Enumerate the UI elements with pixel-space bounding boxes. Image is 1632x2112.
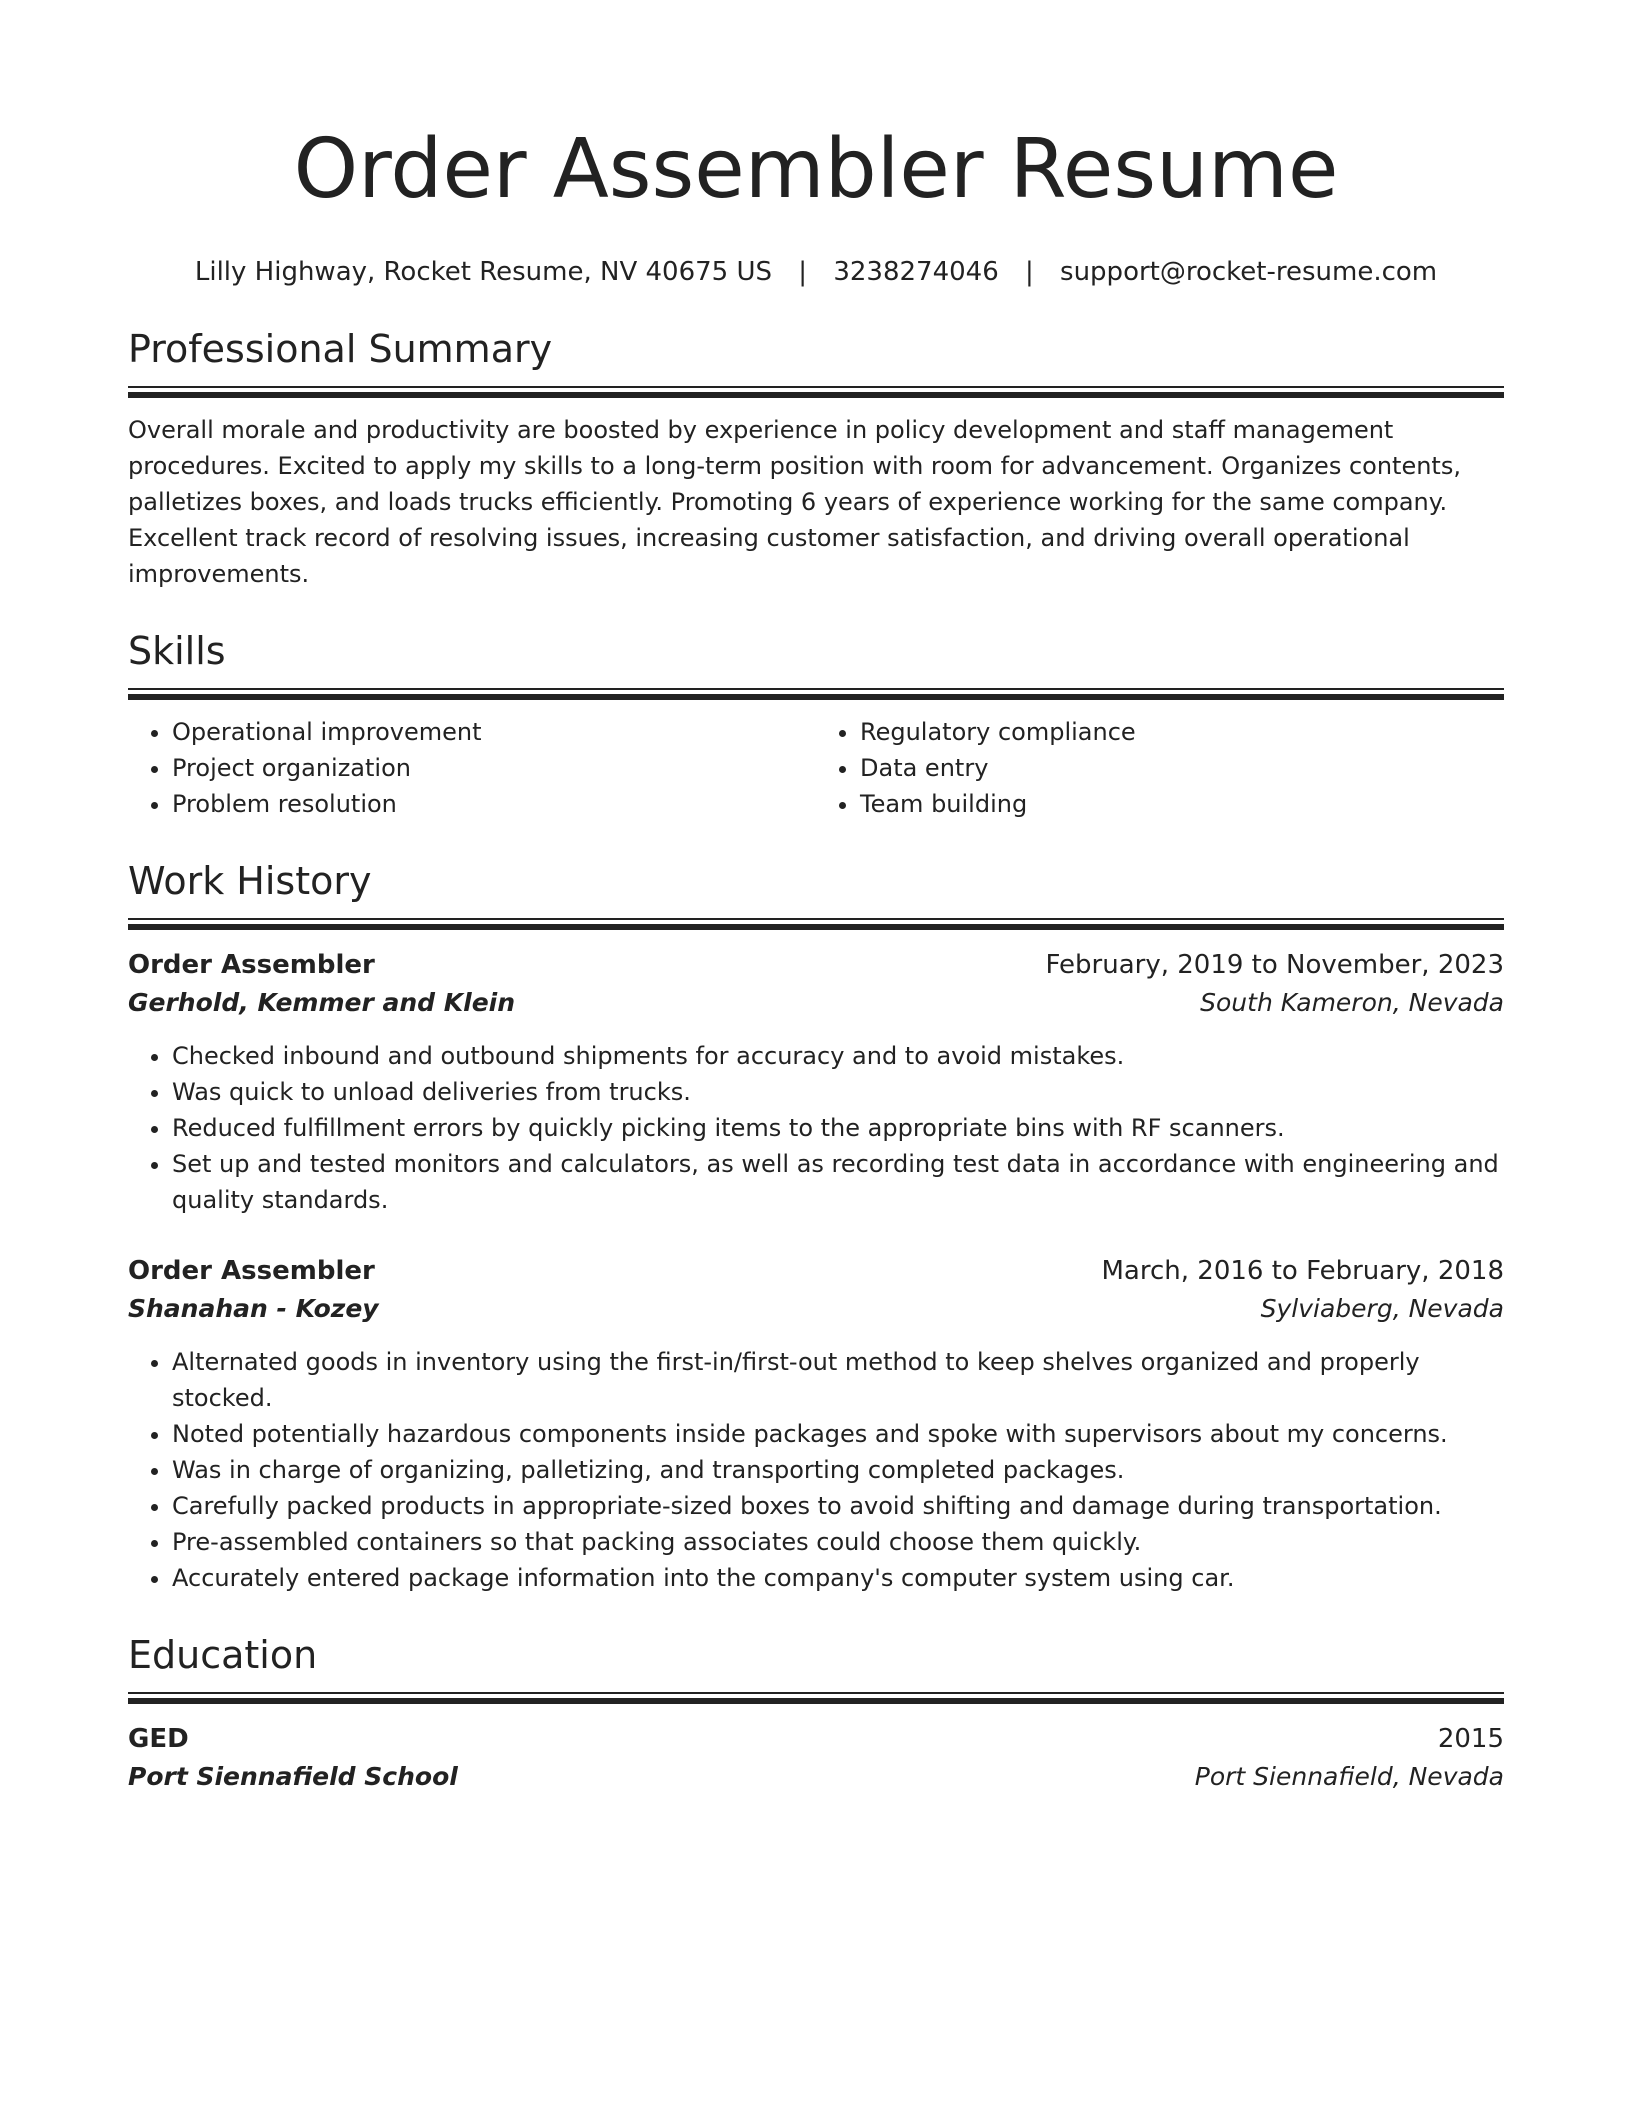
contact-line	[128, 254, 1504, 290]
work-history-heading: Work History	[128, 859, 372, 903]
skill-item: • Regulatory compliance	[860, 714, 1504, 750]
job-bullet: • Carefully packed products in appropriate-sized boxes to avoid shifting and damage during transportation.	[172, 1488, 1504, 1524]
job-dates: March, 2016 to February, 2018	[1101, 1256, 1504, 1286]
job-bullet: • Noted potentially hazardous components inside packages and spoke with supervisors about my concerns.	[172, 1416, 1504, 1452]
job-bullet: • Was in charge of organizing, palletizing, and transporting completed packages.	[172, 1452, 1504, 1488]
job-entry	[128, 946, 1504, 1218]
section-divider	[128, 918, 1504, 930]
job-subheader	[128, 984, 1504, 1022]
section-divider	[128, 688, 1504, 700]
job-company: Gerhold, Kemmer and Klein	[128, 988, 516, 1017]
work-history-section	[128, 858, 1504, 1596]
contact-separator: |	[798, 257, 808, 287]
job-title: Order Assembler	[128, 1256, 375, 1286]
job-bullet: • Accurately entered package information into the company's computer system using car.	[172, 1560, 1504, 1596]
skill-item: • Operational improvement	[172, 714, 816, 750]
job-bullet: • Pre-assembled containers so that packing associates could choose them quickly.	[172, 1524, 1504, 1560]
summary-heading: Professional Summary	[128, 327, 553, 371]
job-bullets	[128, 1038, 1504, 1218]
job-bullet: • Was quick to unload deliveries from trucks.	[172, 1074, 1504, 1110]
education-degree: GED	[128, 1724, 189, 1754]
education-year: 2015	[1437, 1724, 1504, 1754]
contact-email: support@rocket-resume.com	[1060, 257, 1438, 287]
contact-separator: |	[1025, 257, 1034, 287]
skill-item: • Team building	[860, 786, 1504, 822]
job-bullet: • Reduced fulfillment errors by quickly picking items to the appropriate bins with RF scanners.	[172, 1110, 1504, 1146]
job-entry	[128, 1252, 1504, 1596]
job-location: Sylviaberg, Nevada	[1260, 1294, 1504, 1323]
education-school: Port Siennafield School	[128, 1762, 458, 1791]
skill-item: • Data entry	[860, 750, 1504, 786]
education-heading: Education	[128, 1633, 318, 1677]
education-location: Port Siennafield, Nevada	[1194, 1762, 1504, 1791]
job-bullet: • Set up and tested monitors and calculators, as well as recording test data in accordance with engineering and quality standards.	[172, 1146, 1504, 1218]
education-section	[128, 1632, 1504, 1796]
resume-title: Order Assembler Resume	[293, 122, 1339, 217]
education-entry	[128, 1720, 1504, 1796]
summary-text: Overall morale and productivity are boosted by experience in policy development and staff management procedures. Excited to apply my skills to a long-term position with room for advancement. Organizes contents, palletizes boxes, and loads trucks efficiently. Promoting 6 years of experience working for the same company. Excellent track record of resolving issues, increasing customer satisfaction, and driving overall operational improvements.	[128, 416, 1461, 588]
job-location: South Kameron, Nevada	[1200, 988, 1504, 1017]
skill-item: • Problem resolution	[172, 786, 816, 822]
job-bullet: • Checked inbound and outbound shipments for accuracy and to avoid mistakes.	[172, 1038, 1504, 1074]
skills-heading: Skills	[128, 629, 226, 673]
summary-section	[128, 326, 1504, 592]
skills-section	[128, 628, 1504, 822]
contact-phone: 3238274046	[833, 257, 999, 287]
skill-item: • Project organization	[172, 750, 816, 786]
job-bullet: • Alternated goods in inventory using the first-in/first-out method to keep shelves organized and properly stocked.	[172, 1344, 1504, 1416]
section-divider	[128, 386, 1504, 398]
job-header	[128, 1252, 1504, 1290]
job-subheader	[128, 1290, 1504, 1328]
skills-columns	[128, 714, 1504, 822]
job-title: Order Assembler	[128, 950, 375, 980]
job-dates: February, 2019 to November, 2023	[1045, 950, 1504, 980]
job-header	[128, 946, 1504, 984]
skills-list-left	[128, 714, 816, 822]
skills-list-right	[816, 714, 1504, 822]
education-header	[128, 1720, 1504, 1758]
job-company: Shanahan - Kozey	[128, 1294, 379, 1323]
contact-address: Lilly Highway, Rocket Resume, NV 40675 US	[194, 257, 773, 287]
education-subheader	[128, 1758, 1504, 1796]
job-bullets	[128, 1344, 1504, 1596]
section-divider	[128, 1692, 1504, 1704]
